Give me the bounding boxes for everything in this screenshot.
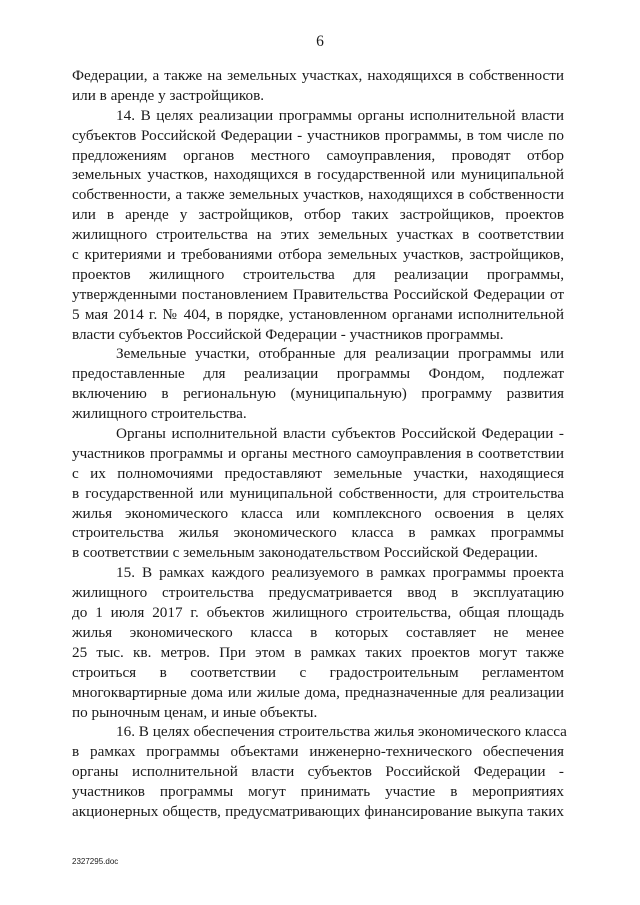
text-line: проектов жилищного строительства для реализации программы, <box>72 265 564 283</box>
text-line: утвержденными постановлением Правительства Российской Федерации от <box>72 285 564 303</box>
text-line: жилищного строительства на этих земельных участках в соответствии <box>72 226 564 244</box>
text-line: 15. В рамках каждого реализуемого в рамках программы проекта <box>116 564 564 582</box>
document-filename: 2327295.doc <box>72 857 119 866</box>
text-line: строиться в соответствии с градостроительным регламентом <box>72 663 564 681</box>
text-line: жилья экономического класса или комплексного освоения в целях <box>72 504 564 522</box>
text-line: 25 тыс. кв. метров. При этом в рамках таких проектов могут также <box>72 643 564 661</box>
text-line: собственности, а также земельных участков, находящихся в собственности <box>72 186 564 204</box>
text-line: органы исполнительной власти субъектов Российской Федерации - <box>72 763 564 781</box>
text-line: 16. В целях обеспечения строительства жилья экономического класса <box>116 723 567 741</box>
text-line: или в аренде у застройщиков, отбор таких застройщиков, проектов <box>72 206 564 224</box>
text-line: Федерации, а также на земельных участках, находящихся в собственности <box>72 67 564 84</box>
text-line: строительства жилья экономического класса в рамках программы <box>72 524 564 542</box>
text-line: земельных участков, находящихся в государственной или муниципальной <box>72 166 564 184</box>
text-line: Органы исполнительной власти субъектов Российской Федерации - <box>116 425 564 443</box>
text-line: жилищного строительства предусматривается ввод в эксплуатацию <box>72 584 564 602</box>
text-line: субъектов Российской Федерации - участников программы, в том числе по <box>72 126 564 144</box>
text-line: в государственной или муниципальной собственности, для строительства <box>72 484 564 502</box>
text-line: власти субъектов Российской Федерации - участников программы. <box>72 325 504 343</box>
text-line: участников программы и органы местного самоуправления в соответствии <box>72 444 564 462</box>
text-line: жилищного строительства. <box>72 405 247 423</box>
text-line: многоквартирные дома или жилые дома, предназначенные для реализации <box>72 683 564 701</box>
document-body <box>72 66 567 822</box>
text-line: в соответствии с земельным законодательством Российской Федерации. <box>72 544 538 562</box>
text-line: акционерных обществ, предусматривающих финансирование выкупа таких <box>72 802 564 820</box>
text-line: в рамках программы объектами инженерно-технического обеспечения <box>72 743 564 761</box>
text-line: до 1 июля 2017 г. объектов жилищного строительства, общая площадь <box>72 604 564 622</box>
text-line: с критериями и требованиями отбора земельных участков, застройщиков, <box>72 246 564 264</box>
text-line: Земельные участки, отобранные для реализации программы или <box>116 345 564 363</box>
text-line: или в аренде у застройщиков. <box>72 86 265 104</box>
text-line: включению в региональную (муниципальную) программу развития <box>72 385 564 403</box>
text-line: 14. В целях реализации программы органы исполнительной власти <box>116 106 564 124</box>
text-line: с их полномочиями предоставляют земельные участки, находящиеся <box>72 464 564 482</box>
text-line: предоставленные для реализации программы Фондом, подлежат <box>72 365 564 383</box>
text-line: предложениям органов местного самоуправления, проводят отбор <box>72 146 564 164</box>
text-line: по рыночным ценам, и иные объекты. <box>72 703 318 721</box>
text-line: участников программы могут принимать участие в мероприятиях <box>72 783 564 801</box>
text-line: жилья экономического класса в которых составляет не менее <box>72 623 564 641</box>
page-number: 6 <box>316 33 324 50</box>
text-line: 5 мая 2014 г. № 404, в порядке, установленном органами исполнительной <box>72 305 564 323</box>
